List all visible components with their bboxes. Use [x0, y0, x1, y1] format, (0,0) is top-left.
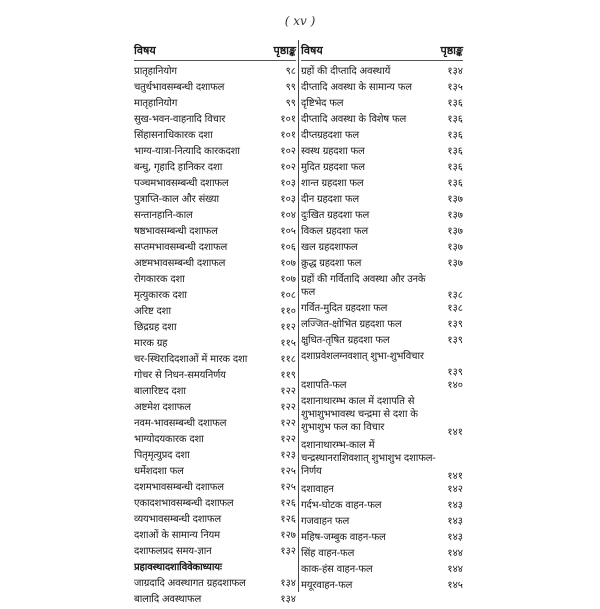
toc-entry	[134, 241, 296, 257]
toc-entry-page: १०७	[280, 274, 296, 285]
toc-entry	[134, 161, 296, 177]
toc-entry-title: बन्धु, गृहादि हानिकर दशा	[134, 162, 223, 173]
toc-entry-page: १४३	[447, 500, 463, 511]
page-number: ( xv )	[284, 14, 316, 28]
toc-entry-title: बालादि अवस्थाफल	[134, 594, 202, 605]
left-column	[134, 42, 296, 609]
toc-entry	[134, 321, 296, 337]
right-entry-list	[301, 65, 463, 595]
toc-entry	[301, 209, 463, 225]
toc-entry-title: दीप्तादि अवस्था के विशेष फल	[301, 114, 407, 125]
toc-entry-title: सुख-भवन-वाहनादि विचार	[134, 114, 226, 125]
toc-entry-title: व्ययभावसम्बन्धी दशाफल	[134, 514, 221, 525]
toc-entry-title: रोगकारक दशा	[134, 274, 185, 285]
toc-entry-page: १२२	[280, 434, 296, 445]
toc-entry-title: विकल ग्रहदशा फल	[301, 226, 368, 237]
toc-entry	[134, 65, 296, 81]
toc-entry	[301, 81, 463, 97]
page-header: पृष्ठाङ्क	[440, 44, 463, 57]
toc-entry	[134, 513, 296, 529]
toc-entry	[134, 593, 296, 609]
toc-entry-page: १४३	[447, 532, 463, 543]
toc-entry-page: १४२	[447, 484, 463, 495]
toc-entry	[134, 577, 296, 593]
toc-entry-title: दशाफलप्रद समय-ज्ञान	[134, 546, 212, 557]
toc-entry-page: १४३	[447, 516, 463, 527]
toc-entry-page: ९८	[285, 66, 296, 77]
subject-header: विषय	[134, 44, 156, 57]
toc-entry	[134, 497, 296, 513]
toc-entry	[134, 369, 296, 385]
toc-entry	[134, 225, 296, 241]
toc-entry-page: १०१	[280, 130, 296, 141]
toc-entry	[301, 483, 463, 499]
toc-entry	[301, 515, 463, 531]
toc-entry	[134, 193, 296, 209]
toc-entry	[134, 177, 296, 193]
toc-entry-page: १२५	[280, 482, 296, 493]
toc-entry	[301, 439, 463, 483]
toc-entry	[301, 531, 463, 547]
toc-entry-page: ९९	[285, 98, 296, 109]
toc-entry	[134, 97, 296, 113]
toc-entry-page: १३७	[447, 226, 463, 237]
toc-entry	[301, 145, 463, 161]
toc-entry-title: महिष-जम्बुक वाहन-फल	[301, 532, 386, 543]
toc-entry-title: बालारिष्टद दशा	[134, 386, 186, 397]
toc-entry-page: १२२	[280, 418, 296, 429]
toc-entry-title: गोचर से निधन-समयनिर्णय	[134, 370, 226, 381]
toc-entry-title: पञ्चमभावसम्बन्धी दशाफल	[134, 178, 229, 189]
toc-entry-page: ११९	[280, 370, 296, 381]
toc-entry-page: १२३	[280, 450, 296, 461]
toc-entry-page: १२५	[280, 466, 296, 477]
toc-entry-page: १३६	[447, 178, 463, 189]
left-entry-list	[134, 65, 296, 609]
toc-entry	[134, 289, 296, 305]
toc-entry-page: १३९	[447, 335, 463, 346]
toc-entry	[134, 417, 296, 433]
toc-entry-page: १३२	[280, 546, 296, 557]
toc-entry	[301, 161, 463, 177]
toc-entry-title: काक-हंस वाहन-फल	[301, 564, 373, 575]
toc-entry-title: दशावाहन	[301, 484, 334, 495]
toc-entry-title: लज्जित-क्षोभित ग्रहदशा फल	[301, 319, 402, 330]
toc-entry-page: १३६	[447, 114, 463, 125]
toc-entry-title: सप्तमभावसम्बन्धी दशाफल	[134, 242, 228, 253]
toc-entry-page: १०७	[280, 258, 296, 269]
right-column-header	[301, 42, 463, 61]
toc-entry	[301, 318, 463, 334]
toc-entry-title: एकादशभावसम्बन्धी दशाफल	[134, 498, 234, 509]
toc-entry-page: १४४	[447, 564, 463, 575]
toc-entry-page: १३७	[447, 242, 463, 253]
toc-entry-title: सिंहासनाधिकारक दशा	[134, 130, 213, 141]
toc-entry	[134, 529, 296, 545]
toc-entry	[301, 499, 463, 515]
toc-entry-page: ११८	[280, 354, 296, 365]
toc-entry	[134, 465, 296, 481]
toc-entry-title: दशानाथारम्भ काल में दशापति से शुभाशुभभावस्थ चन्द्रमा से दशा के शुभाशुभ फल का विचार	[301, 396, 418, 433]
toc-entry-title: पुत्राप्ति-काल और संख्या	[134, 194, 219, 205]
toc-entry	[301, 563, 463, 579]
toc-entry-page: १०५	[280, 226, 296, 237]
toc-entry-page: १४१	[447, 471, 463, 482]
toc-entry-page: ९९	[285, 82, 296, 93]
toc-entry	[134, 545, 296, 561]
toc-entry	[301, 193, 463, 209]
toc-entry-page: १२२	[280, 386, 296, 397]
toc-entry-page: १४४	[447, 548, 463, 559]
toc-entry-title: चतुर्थभावसम्बन्धी दशाफल	[134, 82, 225, 93]
toc-entry-title: स्वस्थ ग्रहदशा फल	[301, 146, 365, 157]
toc-entry	[134, 561, 296, 577]
toc-entry-title: चर-स्थिरादिदशाओं में मारक दशा	[134, 354, 248, 365]
toc-entry-title: सन्तानहानि-काल	[134, 210, 193, 221]
toc-entry	[301, 257, 463, 273]
toc-entry	[134, 209, 296, 225]
toc-entry	[134, 337, 296, 353]
toc-entry-title: दीन ग्रहदशा फल	[301, 194, 359, 205]
toc-entry-page: १४५	[447, 580, 463, 591]
toc-entry	[134, 129, 296, 145]
toc-entry-title: जाग्रदादि अवस्थागत ग्रहदशाफल	[134, 578, 246, 589]
page-header: पृष्ठाङ्क	[273, 44, 296, 57]
toc-entry-title: षष्ठभावसम्बन्धी दशाफल	[134, 226, 218, 237]
toc-entry-title: गर्वित-मुदित ग्रहदशा फल	[301, 303, 388, 314]
toc-entry	[134, 433, 296, 449]
toc-entry-title: प्रहावस्थादशाविवेकाध्यायः	[134, 562, 222, 573]
toc-entry-title: धर्मेशदशा फल	[134, 466, 184, 477]
toc-entry-title: गजवाहन फल	[301, 516, 350, 527]
toc-entry-title: मातृहानियोग	[134, 98, 178, 109]
toc-entry	[301, 113, 463, 129]
toc-entry-page: १२७	[280, 530, 296, 541]
toc-entry-title: दशानाथारम्भ-काल में चन्द्रस्थानराशिवशात् शुभाशुभ दशाफल-निर्णय	[301, 440, 436, 477]
toc-entry-page: १३७	[447, 194, 463, 205]
toc-entry-page: १३८	[447, 303, 463, 314]
toc-entry-page: १३७	[447, 258, 463, 269]
toc-entry-page: १२६	[280, 514, 296, 525]
toc-entry	[301, 395, 463, 439]
toc-entry-title: क्षुधित-तृषित ग्रहदशा फल	[301, 335, 390, 346]
toc-entry-title: गर्दभ-घोटक वाहन-फल	[301, 500, 382, 511]
column-divider	[298, 40, 299, 592]
toc-entry-title: छिद्रग्रह दशा	[134, 322, 177, 333]
toc-entry	[134, 449, 296, 465]
left-column-header	[134, 42, 296, 61]
toc-entry-title: मारक ग्रह	[134, 338, 168, 349]
toc-entry-title: दीप्तग्रहदशा फल	[301, 130, 359, 141]
toc-entry	[134, 257, 296, 273]
toc-entry-page: ११०	[280, 306, 296, 317]
toc-entry-page: ११२	[280, 322, 296, 333]
toc-entry-title: दृष्टिभेद फल	[301, 98, 344, 109]
toc-entry-page: १०६	[280, 242, 296, 253]
toc-entry-page: १२२	[280, 402, 296, 413]
toc-entry	[301, 379, 463, 395]
toc-entry-title: क्रुद्ध ग्रहदशा फल	[301, 258, 362, 269]
toc-entry-title: मयूरवाहन-फल	[301, 580, 353, 591]
toc-entry	[301, 225, 463, 241]
toc-entry-page: १०८	[280, 290, 296, 301]
toc-entry-title: अष्टमेश दशाफल	[134, 402, 191, 413]
toc-entry	[301, 273, 463, 302]
toc-entry-title: शान्त ग्रहदशा फल	[301, 178, 364, 189]
toc-entry-title: भाग्य-यात्रा-नित्यादि कारकदशा	[134, 146, 240, 157]
toc-entry-title: भाग्योदयकारक दशा	[134, 434, 204, 445]
toc-entry-page: १३५	[447, 82, 463, 93]
toc-entry	[134, 81, 296, 97]
toc-entry-title: प्रातृहानियोग	[134, 66, 177, 77]
toc-entry-page: १४१	[447, 427, 463, 438]
toc-entry-page: १२६	[280, 498, 296, 509]
toc-entry-title: दुःखित ग्रहदशा फल	[301, 210, 370, 221]
toc-entry	[134, 481, 296, 497]
right-column	[301, 42, 463, 595]
toc-entry-title: दशाप्रवेशलग्नवशात् शुभा-शुभविचार	[301, 351, 424, 362]
toc-entry-title: ग्रहों की गर्वितादि अवस्था और उनके फल	[301, 274, 426, 298]
toc-entry-title: खल ग्रहदशाफल	[301, 242, 358, 253]
toc-entry-page: १०२	[280, 146, 296, 157]
toc-entry	[301, 350, 463, 379]
subject-header: विषय	[301, 44, 323, 57]
toc-entry-title: दशमभावसम्बन्धी दशाफल	[134, 482, 224, 493]
toc-entry-title: मुदित ग्रहदशा फल	[301, 162, 365, 173]
toc-entry	[301, 579, 463, 595]
toc-entry-title: दीप्तादि अवस्था के सामान्य फल	[301, 82, 412, 93]
toc-entry-page: १३६	[447, 146, 463, 157]
toc-entry	[301, 177, 463, 193]
toc-entry-page: १३७	[447, 210, 463, 221]
toc-entry-page: १०३	[280, 194, 296, 205]
toc-entry-title: अरिष्ट दशा	[134, 306, 171, 317]
toc-entry	[301, 97, 463, 113]
toc-entry-title: पितृमृत्युप्रद दशा	[134, 450, 190, 461]
toc-entry-page: १३४	[447, 66, 463, 77]
toc-entry	[134, 401, 296, 417]
toc-entry	[134, 305, 296, 321]
toc-entry-title: नवम-भावसम्बन्धी दशाफल	[134, 418, 227, 429]
toc-entry-page: १०१	[280, 114, 296, 125]
toc-entry-title: दशाओं के सामान्य नियम	[134, 530, 220, 541]
toc-entry-title: सिंह वाहन-फल	[301, 548, 355, 559]
toc-entry-page: १०२	[280, 162, 296, 173]
toc-entry	[301, 334, 463, 350]
toc-entry	[301, 547, 463, 563]
toc-entry-page: १३४	[280, 578, 296, 589]
toc-entry-page: १४०	[447, 380, 463, 391]
toc-entry-title: दशापति-फल	[301, 380, 347, 391]
toc-entry	[301, 65, 463, 81]
toc-entry-page: १०३	[280, 178, 296, 189]
toc-entry	[134, 113, 296, 129]
toc-entry-page: १३६	[447, 98, 463, 109]
toc-entry	[301, 129, 463, 145]
toc-entry	[134, 145, 296, 161]
toc-entry-page: १३८	[447, 290, 463, 301]
toc-entry-page: १३६	[447, 130, 463, 141]
toc-entry-page: १३९	[447, 367, 463, 378]
toc-entry-page: १०४	[280, 210, 296, 221]
toc-entry	[301, 241, 463, 257]
toc-entry-page: १३९	[447, 319, 463, 330]
toc-entry-title: ग्रहों की दीप्तादि अवस्थायें	[301, 66, 391, 77]
toc-entry-title: अष्टमभावसम्बन्धी दशाफल	[134, 258, 226, 269]
toc-entry-title: मृत्युकारक दशा	[134, 290, 187, 301]
toc-entry	[134, 273, 296, 289]
toc-entry-page: १३६	[447, 162, 463, 173]
toc-entry	[134, 353, 296, 369]
toc-entry-page: १३४	[280, 594, 296, 605]
toc-entry	[134, 385, 296, 401]
toc-entry-page: ११५	[280, 338, 296, 349]
toc-entry	[301, 302, 463, 318]
